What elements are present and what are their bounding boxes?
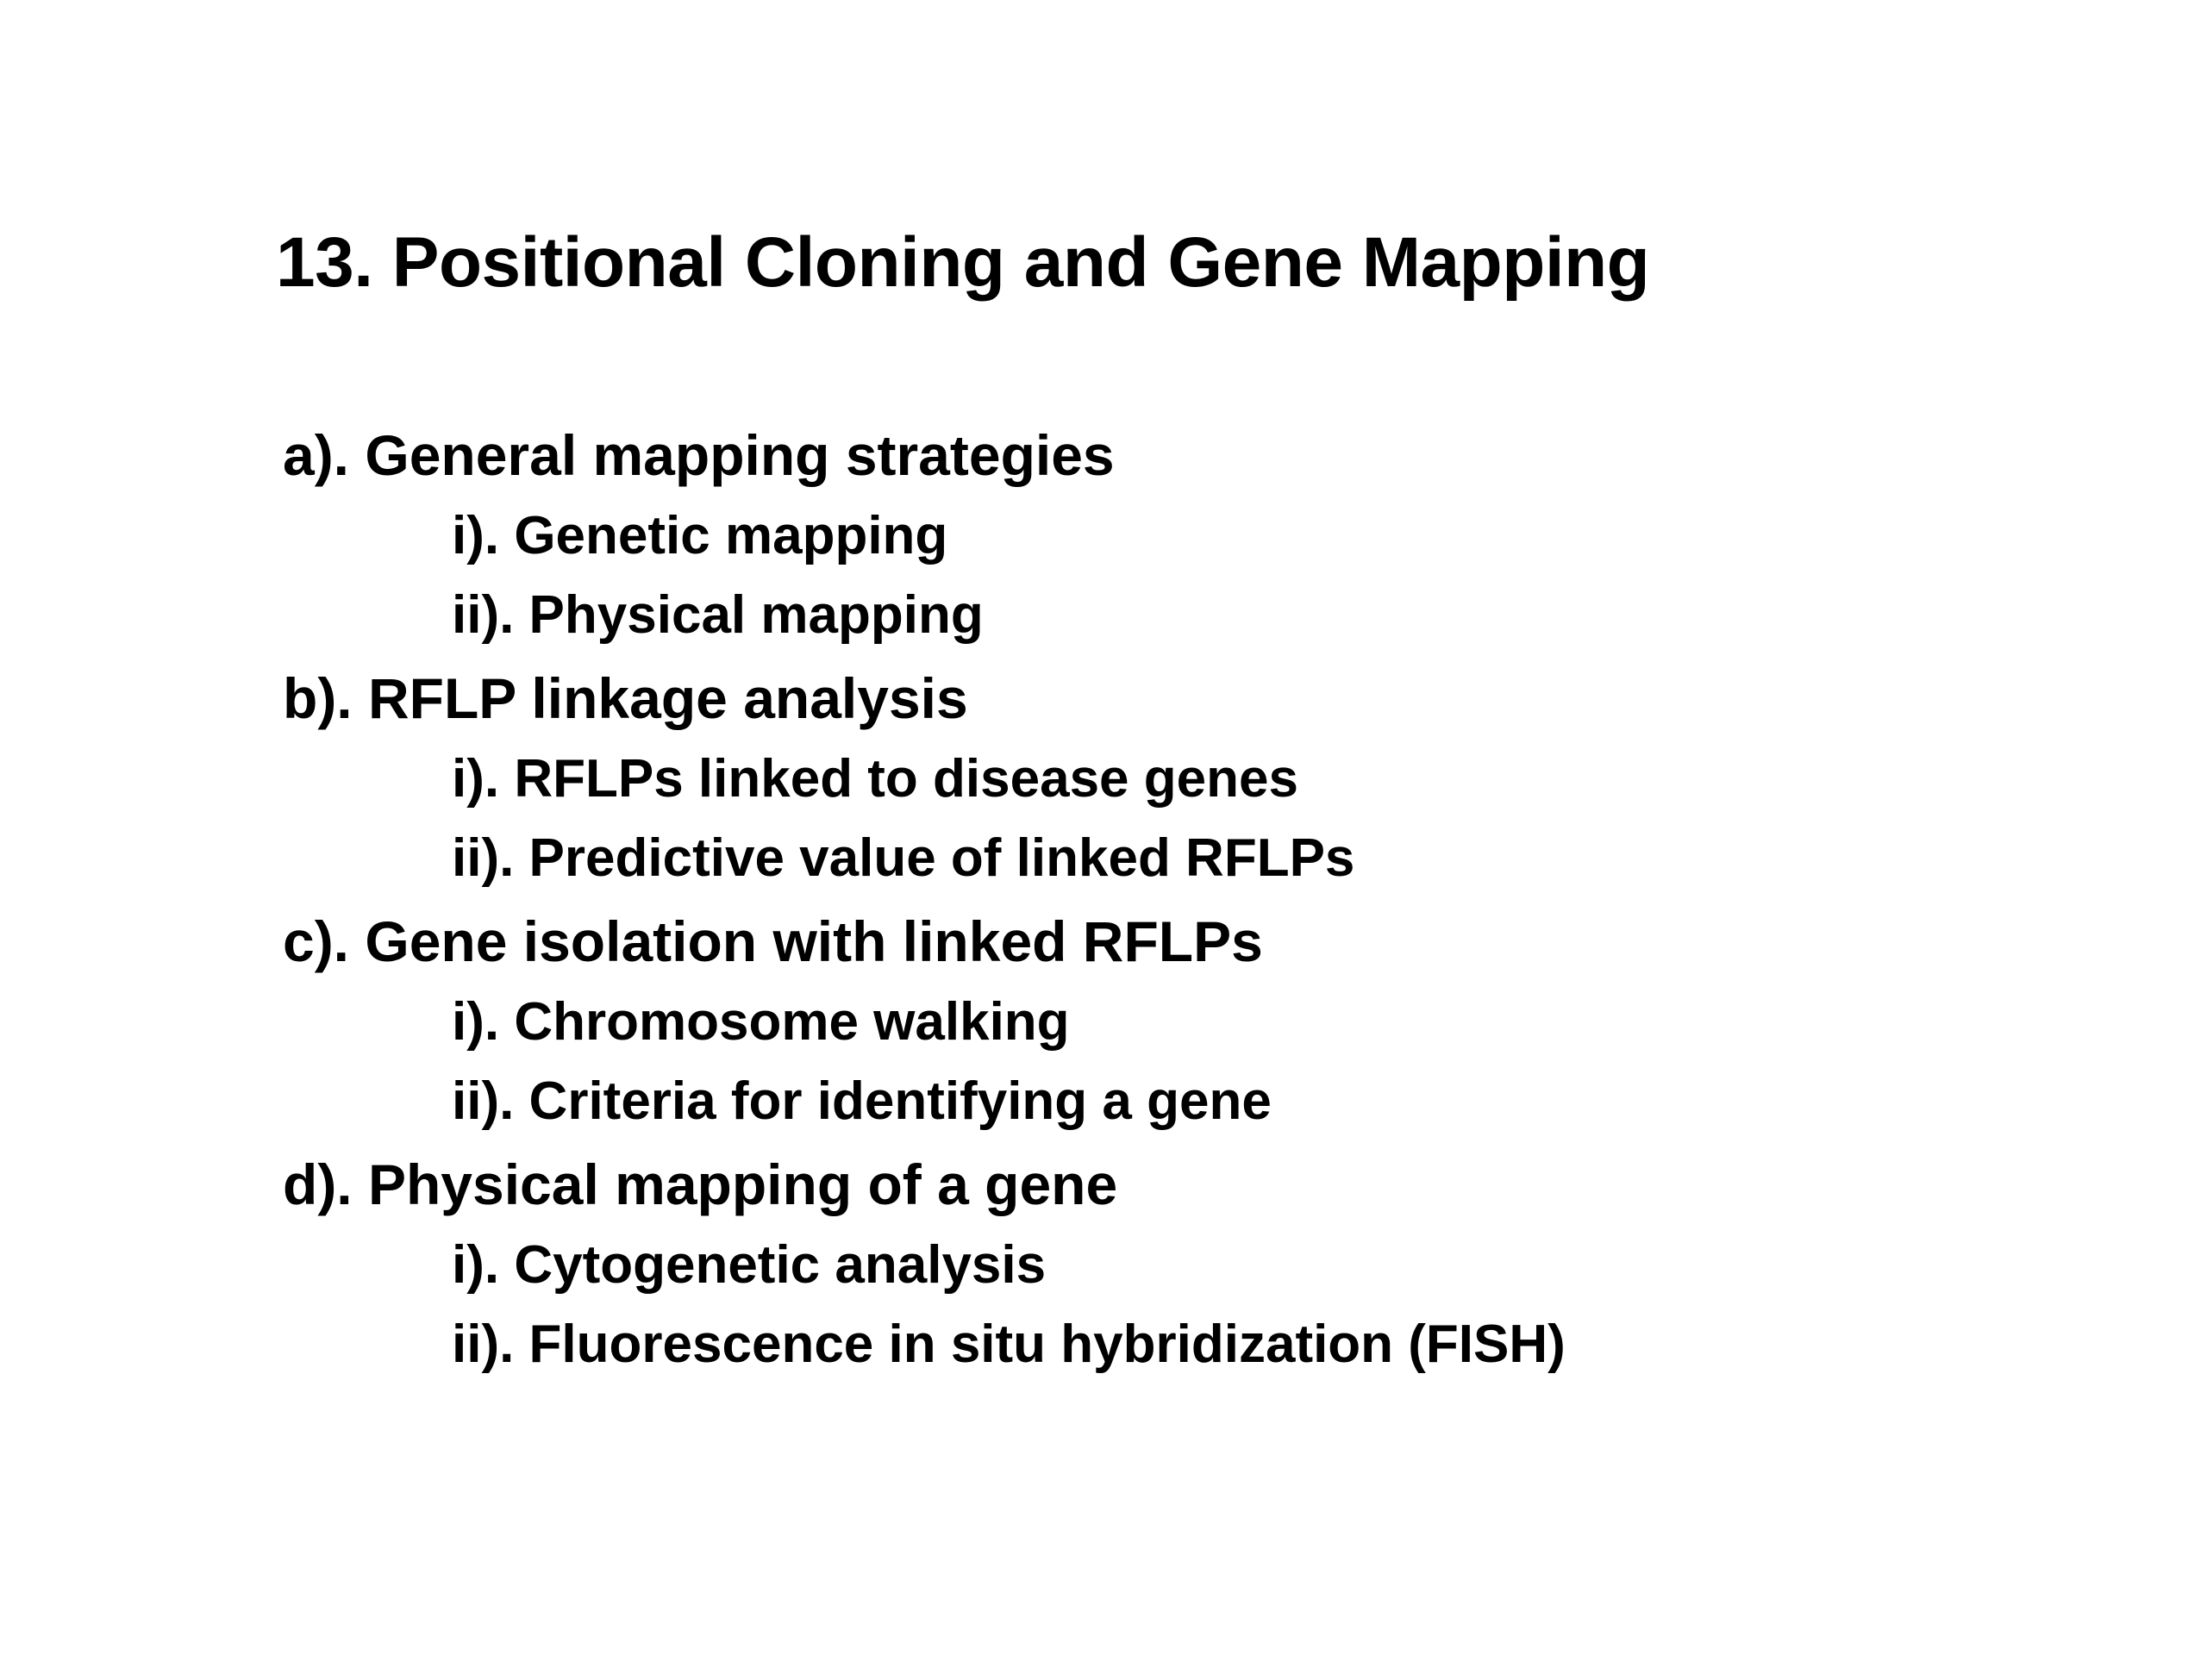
outline-item-c-i: i). Chromosome walking xyxy=(452,992,1070,1052)
outline-item-a: a). General mapping strategies xyxy=(283,423,1115,487)
outline-item-b-i: i). RFLPs linked to disease genes xyxy=(452,749,1298,809)
outline-item-c: c). Gene isolation with linked RFLPs xyxy=(283,909,1263,973)
outline-item-a-i: i). Genetic mapping xyxy=(452,506,948,565)
page-title: 13. Positional Cloning and Gene Mapping xyxy=(276,223,1650,302)
outline-item-d: d). Physical mapping of a gene xyxy=(283,1152,1118,1216)
outline-item-a-ii: ii). Physical mapping xyxy=(452,585,984,645)
outline-item-c-ii: ii). Criteria for identifying a gene xyxy=(452,1071,1272,1131)
outline-item-d-ii: ii). Fluorescence in situ hybridization (FISH) xyxy=(452,1315,1566,1374)
outline-item-b: b). RFLP linkage analysis xyxy=(283,666,968,730)
outline-list xyxy=(283,423,2007,1374)
outline-item-d-i: i). Cytogenetic analysis xyxy=(452,1235,1047,1295)
outline-item-b-ii: ii). Predictive value of linked RFLPs xyxy=(452,828,1355,888)
